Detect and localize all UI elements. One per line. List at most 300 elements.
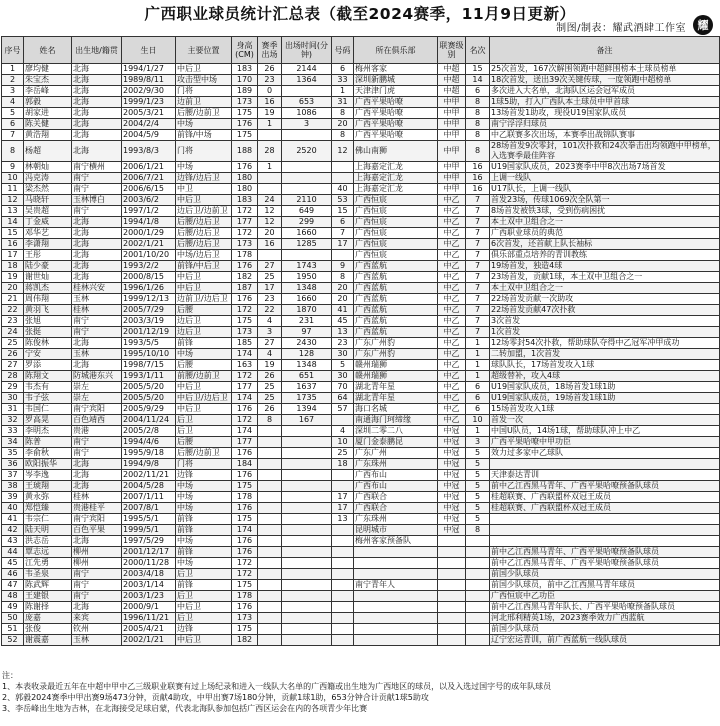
cell-birthplace: 桂林 <box>72 492 122 503</box>
cell-league <box>438 536 466 547</box>
cell-birthday: 2000/9/1 <box>122 602 176 613</box>
cell-appearances <box>258 173 282 184</box>
cell-height: 172 <box>232 371 258 382</box>
cell-number <box>332 536 354 547</box>
cell-index: 49 <box>2 602 24 613</box>
table-row <box>2 283 720 294</box>
cell-height: 185 <box>232 338 258 349</box>
cell-rank: 16 <box>466 184 490 195</box>
cell-name: 蒋凯杰 <box>24 283 72 294</box>
cell-appearances <box>258 481 282 492</box>
header-appearances: 赛季出场 <box>258 37 282 64</box>
cell-name: 陆天明 <box>24 525 72 536</box>
cell-height: 175 <box>232 108 258 119</box>
cell-appearances <box>258 536 282 547</box>
cell-birthplace: 来宾 <box>72 613 122 624</box>
cell-league: 中冠 <box>438 514 466 525</box>
cell-number <box>332 624 354 635</box>
footnote-3: 3、李岳峰出生地为吉林，在北海接受足球启蒙，代表北海队参加包括广西区运会在内的各项青少年比赛 <box>2 704 368 713</box>
cell-minutes <box>282 602 332 613</box>
cell-remarks <box>490 525 720 536</box>
cell-number: 25 <box>332 448 354 459</box>
cell-remarks: 中乙联赛多次出场，本赛季出战锦队赛事 <box>490 130 720 141</box>
cell-name: 廖均健 <box>24 64 72 75</box>
cell-minutes: 167 <box>282 415 332 426</box>
cell-height: 174 <box>232 393 258 404</box>
cell-rank: 8 <box>466 525 490 536</box>
table-header-row <box>2 37 720 64</box>
cell-birthday: 2005/7/29 <box>122 305 176 316</box>
cell-appearances <box>258 448 282 459</box>
cell-rank: 7 <box>466 261 490 272</box>
cell-height: 176 <box>232 261 258 272</box>
cell-appearances: 12 <box>258 217 282 228</box>
cell-club: 广东广州豹 <box>354 338 438 349</box>
cell-club: 上海嘉定汇龙 <box>354 173 438 184</box>
cell-height: 177 <box>232 437 258 448</box>
table-row <box>2 206 720 217</box>
cell-appearances: 3 <box>258 327 282 338</box>
cell-league: 中乙 <box>438 305 466 316</box>
cell-height: 175 <box>232 624 258 635</box>
cell-remarks: 辽宁宏运青训，前广西蓝航一线队球员 <box>490 635 720 646</box>
cell-appearances <box>258 514 282 525</box>
cell-appearances: 28 <box>258 141 282 162</box>
cell-name: 林朝灿 <box>24 162 72 173</box>
cell-birthplace: 北海 <box>72 217 122 228</box>
cell-minutes: 2110 <box>282 195 332 206</box>
cell-birthday: 2000/1/29 <box>122 228 176 239</box>
cell-remarks: 13场首发1助攻，现役U19国家队成员 <box>490 108 720 119</box>
cell-birthday: 1993/2/2 <box>122 261 176 272</box>
cell-minutes <box>282 459 332 470</box>
cell-remarks: 1次首发 <box>490 327 720 338</box>
cell-number: 64 <box>332 393 354 404</box>
cell-height: 176 <box>232 162 258 173</box>
cell-birthplace: 南宁 <box>72 580 122 591</box>
cell-league: 中乙 <box>438 239 466 250</box>
cell-appearances <box>258 580 282 591</box>
cell-number <box>332 580 354 591</box>
cell-index: 14 <box>2 217 24 228</box>
cell-remarks: U17队长，上调一线队 <box>490 184 720 195</box>
cell-club: 南宁青年人 <box>354 580 438 591</box>
cell-rank: 7 <box>466 327 490 338</box>
cell-remarks: 桂超联赛、广西联盟杯双冠王成员 <box>490 503 720 514</box>
cell-minutes: 1660 <box>282 228 332 239</box>
cell-appearances <box>258 591 282 602</box>
cell-number: 40 <box>332 184 354 195</box>
table-row <box>2 305 720 316</box>
cell-index: 2 <box>2 75 24 86</box>
cell-index: 38 <box>2 481 24 492</box>
cell-number <box>332 173 354 184</box>
cell-club: 广西平果哈嘹 <box>354 130 438 141</box>
cell-number <box>332 481 354 492</box>
cell-rank: 1 <box>466 426 490 437</box>
cell-index: 29 <box>2 382 24 393</box>
table-row <box>2 349 720 360</box>
cell-number <box>332 470 354 481</box>
cell-rank: 7 <box>466 217 490 228</box>
cell-birthplace: 玉林博白 <box>72 195 122 206</box>
cell-club <box>354 558 438 569</box>
cell-birthday: 1993/5/5 <box>122 338 176 349</box>
cell-index: 39 <box>2 492 24 503</box>
cell-league: 中冠 <box>438 448 466 459</box>
cell-birthday: 2002/1/21 <box>122 239 176 250</box>
cell-league: 中乙 <box>438 294 466 305</box>
cell-club: 广东广州豹 <box>354 349 438 360</box>
cell-minutes: 1950 <box>282 272 332 283</box>
cell-minutes: 2520 <box>282 141 332 162</box>
cell-league: 中乙 <box>438 283 466 294</box>
cell-minutes: 1364 <box>282 75 332 86</box>
cell-appearances: 24 <box>258 195 282 206</box>
cell-minutes: 3 <box>282 119 332 130</box>
cell-index: 46 <box>2 569 24 580</box>
cell-position: 中后卫 <box>176 602 232 613</box>
cell-league <box>438 613 466 624</box>
cell-position: 边后卫 <box>176 316 232 327</box>
cell-club: 南通海门珂缔缘 <box>354 415 438 426</box>
cell-minutes: 231 <box>282 316 332 327</box>
cell-birthplace: 北海 <box>72 119 122 130</box>
table-row <box>2 294 720 305</box>
cell-remarks: U19国家队成员，2023赛季中甲8次出场7场首发 <box>490 162 720 173</box>
cell-birthplace: 崇左 <box>72 393 122 404</box>
cell-number: 13 <box>332 327 354 338</box>
cell-height: 188 <box>232 141 258 162</box>
cell-position: 攻击型中场 <box>176 75 232 86</box>
cell-remarks: U19国家队成员，19场首发1球1助 <box>490 393 720 404</box>
cell-height: 184 <box>232 459 258 470</box>
cell-position: 前锋/中后卫 <box>176 261 232 272</box>
cell-appearances <box>258 602 282 613</box>
cell-rank <box>466 558 490 569</box>
cell-appearances: 19 <box>258 108 282 119</box>
cell-remarks: 桂超联赛、广西联盟杯双冠王成员 <box>490 492 720 503</box>
cell-rank: 1 <box>466 349 490 360</box>
cell-name: 李岳峰 <box>24 86 72 97</box>
cell-remarks: 球队队长，17场首发攻入1球 <box>490 360 720 371</box>
cell-minutes: 1743 <box>282 261 332 272</box>
cell-appearances: 16 <box>258 97 282 108</box>
table-row <box>2 536 720 547</box>
cell-league: 中甲 <box>438 184 466 195</box>
table-row <box>2 470 720 481</box>
cell-rank: 5 <box>466 492 490 503</box>
cell-name: 韦子弦 <box>24 393 72 404</box>
cell-birthplace: 北海 <box>72 481 122 492</box>
cell-birthday: 1995/5/1 <box>122 514 176 525</box>
cell-position: 前锋 <box>176 580 232 591</box>
cell-index: 26 <box>2 349 24 360</box>
cell-club: 广西蓝航 <box>354 316 438 327</box>
cell-appearances <box>258 558 282 569</box>
cell-height: 182 <box>232 635 258 646</box>
cell-height: 172 <box>232 206 258 217</box>
cell-index: 52 <box>2 635 24 646</box>
cell-club: 广东珠州 <box>354 459 438 470</box>
cell-position: 中后卫 <box>176 64 232 75</box>
cell-position: 门将 <box>176 459 232 470</box>
table-row <box>2 360 720 371</box>
cell-minutes <box>282 173 332 184</box>
page-title: 广西职业球员统计汇总表（截至2024赛季，11月9日更新） <box>144 5 576 23</box>
cell-index: 41 <box>2 514 24 525</box>
cell-birthday: 2001/10/20 <box>122 250 176 261</box>
cell-appearances: 27 <box>258 338 282 349</box>
table-row <box>2 195 720 206</box>
cell-number: 4 <box>332 426 354 437</box>
cell-appearances: 25 <box>258 382 282 393</box>
cell-remarks: 25次首发，167次解围领跑中超鲜围榜本土球员榜单 <box>490 64 720 75</box>
cell-appearances: 26 <box>258 64 282 75</box>
cell-rank: 8 <box>466 130 490 141</box>
cell-name: 陈翔文 <box>24 371 72 382</box>
cell-minutes: 1735 <box>282 393 332 404</box>
cell-club: 广西布山 <box>354 481 438 492</box>
header-number: 号码 <box>332 37 354 64</box>
cell-club: 梅州客家 <box>354 64 438 75</box>
cell-index: 37 <box>2 470 24 481</box>
cell-remarks: 广西职业球员的典范 <box>490 228 720 239</box>
cell-rank: 1 <box>466 360 490 371</box>
cell-index: 30 <box>2 393 24 404</box>
cell-birthplace: 桂林兴安 <box>72 283 122 294</box>
cell-appearances <box>258 613 282 624</box>
cell-birthday: 2001/12/17 <box>122 547 176 558</box>
cell-position: 前锋/中场 <box>176 130 232 141</box>
cell-index: 4 <box>2 97 24 108</box>
cell-appearances: 1 <box>258 119 282 130</box>
cell-name: 李俞秋 <box>24 448 72 459</box>
cell-name: 陈关健 <box>24 119 72 130</box>
cell-minutes <box>282 514 332 525</box>
cell-remarks: 22场首发贡献一次助攻 <box>490 294 720 305</box>
cell-rank <box>466 569 490 580</box>
footnote-2: 2、郭毅2024赛季中甲出赛9场473分钟，贡献4助攻，中甲出赛7场180分钟，贡献1球1助，653分钟合计贡献1球5助攻 <box>2 693 429 702</box>
cell-name: 陈普 <box>24 437 72 448</box>
table-row <box>2 162 720 173</box>
cell-club: 广西布山 <box>354 470 438 481</box>
cell-club: 赣州瑞狮 <box>354 371 438 382</box>
cell-name: 黄羽飞 <box>24 305 72 316</box>
cell-name: 张旭 <box>24 316 72 327</box>
cell-minutes: 2144 <box>282 64 332 75</box>
cell-position: 前锋 <box>176 514 232 525</box>
cell-birthplace: 北海 <box>72 470 122 481</box>
cell-number: 10 <box>332 437 354 448</box>
cell-rank: 7 <box>466 305 490 316</box>
cell-appearances: 25 <box>258 272 282 283</box>
cell-position: 中后卫 <box>176 283 232 294</box>
cell-position: 门将 <box>176 86 232 97</box>
header-index: 序号 <box>2 37 24 64</box>
cell-number: 13 <box>332 514 354 525</box>
cell-appearances <box>258 503 282 514</box>
cell-birthday: 1999/5/1 <box>122 525 176 536</box>
table-row <box>2 393 720 404</box>
cell-index: 20 <box>2 283 24 294</box>
cell-minutes <box>282 492 332 503</box>
cell-remarks: 1球5助，打入广西队本土球员中甲首球 <box>490 97 720 108</box>
cell-appearances: 4 <box>258 316 282 327</box>
cell-remarks: 超级替补，攻入4球 <box>490 371 720 382</box>
cell-league: 中甲 <box>438 130 466 141</box>
cell-index: 5 <box>2 108 24 119</box>
cell-remarks: 广西平果哈嘹中甲功臣 <box>490 437 720 448</box>
cell-club: 广西恒宸 <box>354 239 438 250</box>
cell-remarks: 南宁浮浮归球员 <box>490 119 720 130</box>
cell-name: 邓华艺 <box>24 228 72 239</box>
cell-rank: 5 <box>466 481 490 492</box>
cell-index: 25 <box>2 338 24 349</box>
cell-position: 中后卫 <box>176 195 232 206</box>
cell-minutes <box>282 250 332 261</box>
cell-position: 后卫 <box>176 591 232 602</box>
cell-height: 174 <box>232 426 258 437</box>
cell-position: 边锋/边后卫 <box>176 173 232 184</box>
cell-birthplace: 北海 <box>72 97 122 108</box>
cell-appearances <box>258 250 282 261</box>
cell-minutes <box>282 162 332 173</box>
cell-rank: 8 <box>466 108 490 119</box>
cell-number: 23 <box>332 338 354 349</box>
table-row <box>2 415 720 426</box>
cell-number <box>332 602 354 613</box>
table-row <box>2 239 720 250</box>
cell-league: 中冠 <box>438 470 466 481</box>
cell-rank: 8 <box>466 141 490 162</box>
cell-birthday: 2007/8/1 <box>122 503 176 514</box>
cell-appearances <box>258 130 282 141</box>
cell-birthday: 2003/3/19 <box>122 316 176 327</box>
cell-height: 172 <box>232 569 258 580</box>
cell-birthplace: 百色靖西 <box>72 415 122 426</box>
cell-appearances: 26 <box>258 404 282 415</box>
cell-birthday: 2006/6/15 <box>122 184 176 195</box>
cell-remarks: 本土双中卫组合之一 <box>490 217 720 228</box>
cell-club: 广西蓝航 <box>354 294 438 305</box>
cell-index: 48 <box>2 591 24 602</box>
cell-appearances <box>258 624 282 635</box>
cell-birthplace: 北海 <box>72 64 122 75</box>
cell-club: 广西蓝航 <box>354 327 438 338</box>
cell-height: 189 <box>232 86 258 97</box>
cell-index: 16 <box>2 239 24 250</box>
table-row <box>2 547 720 558</box>
cell-name: 陈俊林 <box>24 338 72 349</box>
cell-remarks: U19国家队成员，18场首发1球1助 <box>490 382 720 393</box>
cell-birthday: 2005/5/20 <box>122 393 176 404</box>
cell-appearances: 23 <box>258 294 282 305</box>
cell-remarks: 3次首发 <box>490 316 720 327</box>
cell-height: 177 <box>232 382 258 393</box>
footnote-heading: 注： <box>2 671 18 680</box>
cell-height: 180 <box>232 184 258 195</box>
cell-number: 9 <box>332 261 354 272</box>
cell-birthday: 1994/9/8 <box>122 459 176 470</box>
cell-birthday: 2005/9/29 <box>122 404 176 415</box>
cell-birthday: 2002/11/21 <box>122 470 176 481</box>
cell-height: 172 <box>232 415 258 426</box>
cell-name: 杨超 <box>24 141 72 162</box>
cell-minutes: 97 <box>282 327 332 338</box>
cell-appearances <box>258 525 282 536</box>
cell-name: 郭毅 <box>24 97 72 108</box>
cell-league: 中乙 <box>438 316 466 327</box>
cell-name: 胡家进 <box>24 108 72 119</box>
cell-height: 176 <box>232 404 258 415</box>
cell-club: 佛山南狮 <box>354 141 438 162</box>
cell-birthplace: 北海 <box>72 250 122 261</box>
cell-birthday: 1993/8/3 <box>122 141 176 162</box>
cell-position: 中场 <box>176 558 232 569</box>
cell-rank: 7 <box>466 316 490 327</box>
cell-birthplace: 钦州 <box>72 624 122 635</box>
cell-number: 8 <box>332 272 354 283</box>
cell-number: 1 <box>332 86 354 97</box>
cell-birthday: 2002/9/30 <box>122 86 176 97</box>
cell-league: 中冠 <box>438 426 466 437</box>
cell-name: 黄永弥 <box>24 492 72 503</box>
cell-number: 6 <box>332 64 354 75</box>
cell-name: 陈武辉 <box>24 580 72 591</box>
cell-index: 8 <box>2 141 24 162</box>
cell-appearances <box>258 459 282 470</box>
cell-remarks: 河北邢利精英1场，2023赛季效力广西蓝航 <box>490 613 720 624</box>
cell-birthplace: 北海 <box>72 360 122 371</box>
cell-birthplace: 北海 <box>72 141 122 162</box>
header-birthday: 生日 <box>122 37 176 64</box>
cell-birthplace: 北海 <box>72 261 122 272</box>
header-minutes: 出场时间(分钟) <box>282 37 332 64</box>
cell-number: 20 <box>332 294 354 305</box>
cell-name: 欧阳振华 <box>24 459 72 470</box>
cell-league: 中乙 <box>438 371 466 382</box>
cell-name: 周伟翔 <box>24 294 72 305</box>
cell-number: 17 <box>332 492 354 503</box>
cell-league: 中冠 <box>438 492 466 503</box>
table-row <box>2 108 720 119</box>
cell-rank: 15 <box>466 64 490 75</box>
cell-appearances <box>258 569 282 580</box>
cell-height: 176 <box>232 503 258 514</box>
cell-index: 42 <box>2 525 24 536</box>
cell-height: 175 <box>232 514 258 525</box>
cell-minutes <box>282 635 332 646</box>
cell-name: 王彤 <box>24 250 72 261</box>
cell-position: 后卫 <box>176 415 232 426</box>
cell-league: 中冠 <box>438 481 466 492</box>
cell-rank <box>466 591 490 602</box>
cell-minutes <box>282 470 332 481</box>
header-league: 联赛级别 <box>438 37 466 64</box>
cell-appearances <box>258 635 282 646</box>
cell-league: 中冠 <box>438 437 466 448</box>
cell-height: 187 <box>232 283 258 294</box>
cell-number: 18 <box>332 459 354 470</box>
cell-birthday: 1996/1/26 <box>122 283 176 294</box>
cell-index: 50 <box>2 613 24 624</box>
cell-index: 12 <box>2 195 24 206</box>
cell-league <box>438 580 466 591</box>
cell-league: 中甲 <box>438 119 466 130</box>
cell-birthday: 2000/11/28 <box>122 558 176 569</box>
cell-name: 李潇翔 <box>24 239 72 250</box>
